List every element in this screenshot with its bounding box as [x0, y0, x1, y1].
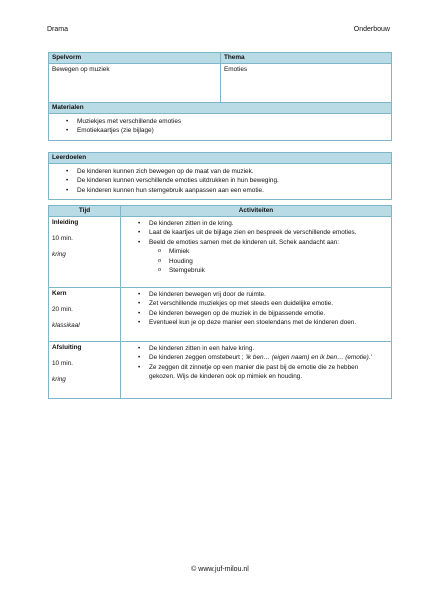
quote-text: 'ik ben… (eigen naam) en ik ben… (emotie).': [245, 354, 372, 362]
sub-item: o Mimiek: [149, 247, 391, 256]
phase-time: 10 min.: [52, 235, 73, 242]
footer-copyright: © www.juf-milou.nl: [191, 566, 249, 573]
activity-cell: [121, 342, 391, 398]
activities-table: [48, 205, 392, 399]
item-text: De kinderen zeggen omstebeurt ;: [149, 354, 246, 362]
leerdoelen-list: [49, 164, 391, 199]
list-item: • De kinderen bewegen op de muziek in de bijpassende emotie.: [149, 309, 391, 318]
list-item: • Muziekjes met verschillende emoties: [77, 117, 391, 126]
spelvorm-value-row: [49, 64, 391, 102]
tijd-header: Tijd: [49, 206, 121, 216]
leerdoelen-header: Leerdoelen: [49, 153, 391, 164]
phase-name: Kern: [52, 290, 67, 297]
list-item: • Eventueel kun je op deze manier een stoelendans met de kinderen doen.: [149, 318, 391, 327]
time-cell: [49, 288, 121, 341]
spelvorm-table: [48, 52, 392, 141]
spelvorm-header-row: [49, 53, 391, 64]
materialen-list: [49, 114, 391, 140]
phase-form: kring: [52, 251, 66, 258]
sub-item: o Houding: [149, 257, 391, 266]
header-right: Onderbouw: [353, 26, 390, 33]
phase-form: klassikaal: [52, 322, 80, 329]
list-item-continuation: gekozen. Wijs de kinderen ook op mimiek en houding.: [149, 373, 303, 381]
header-left: Drama: [47, 26, 69, 33]
activities-header-row: [49, 206, 391, 217]
phase-name: Inleiding: [52, 219, 79, 226]
list-item: • De kinderen zitten in een halve kring.: [149, 344, 391, 353]
sub-item: o Stemgebruik: [149, 266, 391, 275]
thema-header: Thema: [224, 54, 245, 61]
spelvorm-value: Bewegen op muziek: [49, 64, 221, 102]
phase-name: Afsluiting: [52, 344, 82, 351]
list-item: • Ze zeggen dit zinnetje op een manier die past bij de emotie die ze hebben: [149, 363, 391, 372]
phase-time: 20 min.: [52, 306, 73, 313]
phase-form: kring: [52, 376, 66, 383]
thema-value: Emoties: [224, 66, 248, 73]
leerdoelen-table: [48, 152, 392, 200]
table-row: [49, 288, 391, 342]
activity-cell: [121, 217, 391, 287]
list-item: • De kinderen bewegen vrij door de ruimte.: [149, 290, 391, 299]
list-item: • Beeld de emoties samen met de kinderen uit. Schek aandacht aan:: [149, 238, 391, 247]
materialen-header: Materialen: [49, 102, 391, 114]
activity-cell: [121, 288, 391, 341]
activiteiten-header: Activiteiten: [238, 207, 274, 214]
list-item: • De kinderen kunnen hun stemgebruik aanpassen aan een emotie.: [77, 186, 391, 195]
time-cell: [49, 342, 121, 398]
list-item: [149, 353, 391, 362]
list-item: • De kinderen kunnen verschillende emoties uitdrukken in hun beweging.: [77, 176, 391, 185]
list-item: • Laat de kaartjes uit de bijlage zien en bespreek de verschillende emoties.: [149, 228, 391, 237]
time-cell: [49, 217, 121, 287]
spelvorm-header: Spelvorm: [49, 53, 221, 63]
list-item: • De kinderen zitten in de kring.: [149, 219, 391, 228]
list-item: • De kinderen kunnen zich bewegen op de maat van de muziek.: [77, 167, 391, 176]
list-item: • Emotiekaartjes (zie bijlage): [77, 126, 391, 135]
table-row: [49, 217, 391, 288]
table-row: [49, 342, 391, 398]
list-item: • Zet verschillende muziekjes op met steeds een duidelijke emotie.: [149, 299, 391, 308]
phase-time: 10 min.: [52, 360, 73, 367]
